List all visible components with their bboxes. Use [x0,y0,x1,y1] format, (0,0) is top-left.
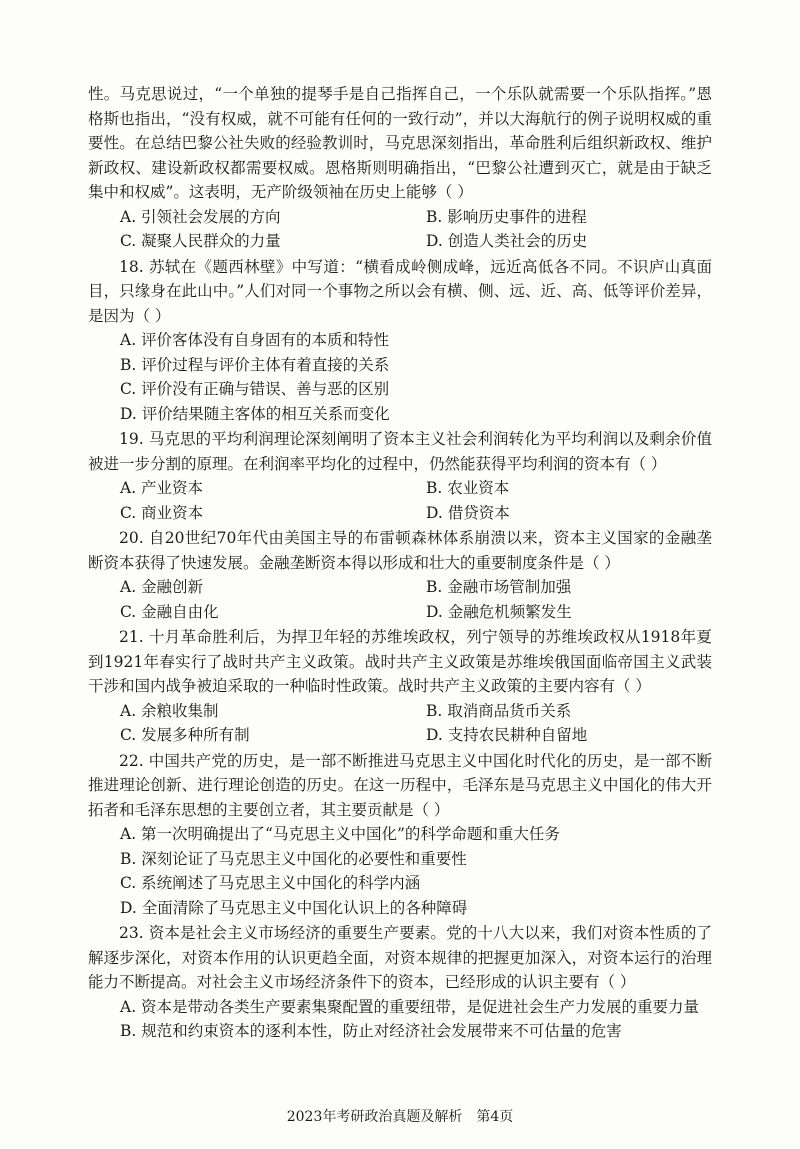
option-c: C. 凝聚人民群众的力量 [120,232,281,250]
option-b: B. 金融市场管制加强 [426,578,572,596]
question-23-options [88,995,712,1044]
option-b: B. 规范和约束资本的逐利本性，防止对经济社会发展带来不可估量的危害 [120,1022,622,1040]
option-a: A. 资本是带动各类生产要素集聚配置的重要纽带，是促进社会生产力发展的重要力量 [120,997,700,1016]
page-footer: 2023年考研政治真题及解析 第4页 [286,1109,514,1125]
option-b: B. 农业资本 [426,479,510,497]
option-b: B. 影响历史事件的进程 [426,207,587,226]
question-17-options [88,205,712,254]
option-c: C. 商业资本 [120,503,204,522]
question-20-stem: 20. 自20世纪70年代由美国主导的布雷顿森林体系崩溃以来，资本主义国家的金融垄断资本获得了快速发展。金融垄断资本得以形成和壮大的重要制度条件是（ ） [88,529,712,572]
option-a: A. 金融创新 [120,578,204,596]
option-a: A. 产业资本 [120,479,204,497]
question-21-options [88,699,712,748]
option-d: D. 借贷资本 [426,503,510,522]
question-21-stem: 21. 十月革命胜利后，为捍卫年轻的苏维埃政权，列宁领导的苏维埃政权从1918年夏到1921年春实行了战时共产主义政策。战时共产主义政策是苏维埃俄国面临帝国主义武装干涉和国内战争被迫采取的一种临时性政策。战时共产主义政策的主要内容有（ ） [88,628,712,695]
question-19-options [88,476,712,525]
option-b: B. 评价过程与评价主体有着直接的关系 [120,355,390,374]
option-d: D. 全面清除了马克思主义中国化认识上的各种障碍 [120,898,468,917]
question-23-stem: 23. 资本是社会主义市场经济的重要生产要素。党的十八大以来，我们对资本性质的了解逐步深化，对资本作用的认识更趋全面，对资本规律的把握更加深入，对资本运行的治理能力不断提高。对社会主义市场经济条件下的资本，已经形成的认识主要有（ ） [88,924,712,991]
question-18-options [88,328,712,426]
option-c: C. 发展多种所有制 [120,726,250,744]
option-d: D. 金融危机频繁发生 [426,602,572,621]
option-a: A. 第一次明确提出了“马克思主义中国化”的科学命题和重大任务 [120,825,560,843]
option-b: B. 取消商品货币关系 [426,701,572,720]
question-17-stem: 性。马克思说过，“一个单独的提琴手是自己指挥自己，一个乐队就需要一个乐队指挥。”恩格斯也指出，“没有权威，就不可能有任何的一致行动”，并以大海航行的例子说明权威的重要性。在总结巴黎公社失败的经验教训时，马克思深刻指出，革命胜利后组织新政权、维护新政权、建设新政权都需要权威。恩格斯则明确指出，“巴黎公社遭到灭亡，就是由于缺乏集中和权威”。这表明，无产阶级领袖在历史上能够（ ） [88,85,712,201]
option-a: A. 余粮收集制 [120,701,219,720]
question-18-stem: 18. 苏轼在《题西林壁》中写道：“横看成岭侧成峰，远近高低各不同。不识庐山真面目，只缘身在此山中。”人们对同一个事物之所以会有横、侧、远、近、高、低等评价差异，是因为（ ） [88,257,712,325]
option-b: B. 深刻论证了马克思主义中国化的必要性和重要性 [120,849,467,868]
option-c: C. 系统阐述了马克思主义中国化的科学内涵 [120,874,421,892]
option-d: D. 评价结果随主客体的相互关系而变化 [120,404,390,423]
option-d: D. 创造人类社会的历史 [426,232,588,250]
option-c: C. 评价没有正确与错误、善与恶的区别 [120,380,390,398]
option-a: A. 引领社会发展的方向 [120,207,281,226]
question-22-stem: 22. 中国共产党的历史，是一部不断推进马克思主义中国化时代化的历史，是一部不断推进理论创新、进行理论创造的历史。在这一历程中，毛泽东是马克思主义中国化的伟大开拓者和毛泽东思想的主要创立者，其主要贡献是（ ） [88,751,712,819]
option-c: C. 金融自由化 [120,602,219,621]
question-20-options [88,575,712,624]
option-a: A. 评价客体没有自身固有的本质和特性 [120,331,390,349]
option-d: D. 支持农民耕种自留地 [426,726,588,744]
question-19-stem: 19. 马克思的平均利润理论深刻阐明了资本主义社会利润转化为平均利润以及剩余价值被进一步分割的原理。在利润率平均化的过程中，仍然能获得平均利润的资本有（ ） [88,430,712,473]
question-22-options [88,822,712,920]
